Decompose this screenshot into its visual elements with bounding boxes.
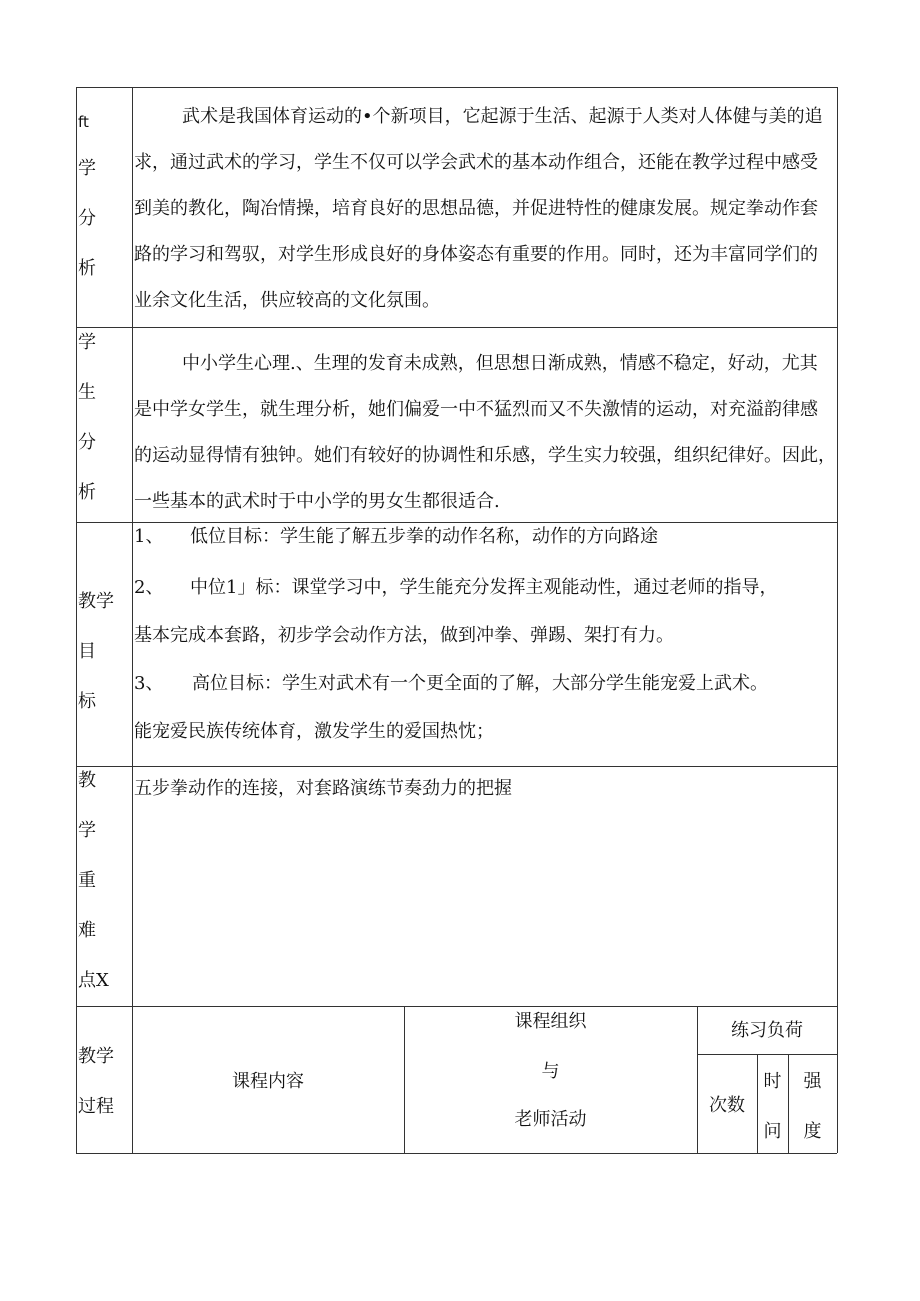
analysis-line-3: 到美的教化，陶冶情操，培育良好的思想品德，并促进特性的健康发展。规定拳动作套 [134, 198, 818, 219]
keypoints-text: 五步拳动作的连接，对套路演练节奏劲力的把握 [134, 778, 512, 799]
students-line-1: 中小学生心理.、生理的发育未成熟，但思想日渐成熟，情感不稳定，好动，尤其 [182, 353, 818, 374]
table-bottom-border [76, 1153, 837, 1154]
analysis-line-5: 业余文化生活，供应较高的文化氛围。 [134, 290, 440, 311]
keypoints-label-3: 重 [78, 870, 96, 891]
students-label-4: 析 [78, 482, 96, 503]
row-divider-students [76, 522, 837, 523]
label-column-divider [132, 87, 133, 1153]
process-label-1: 教学 [78, 1046, 114, 1067]
analysis-line-2: 求，通过武术的学习，学生不仅可以学会武术的基本动作组合，还能在教学过程中感受 [134, 152, 818, 173]
load-subheader-divider [697, 1054, 837, 1055]
goal-1-text: 低位目标：学生能了解五步拳的动作名称，动作的方向路途 [190, 526, 658, 547]
goals-label-2: 目 [78, 641, 96, 662]
students-label-3: 分 [78, 432, 96, 453]
analysis-line-1: 武术是我国体育运动的•个新项目，它起源于生活、起源于人类对人体健与美的追 [182, 106, 823, 127]
students-line-2: 是中学女学生，就生理分析，她们偏爱一中不猛烈而又不失激情的运动，对充溢韵律感 [134, 399, 818, 420]
goal-3-continuation: 能宠爱民族传统体育，激发学生的爱国热忱； [134, 721, 494, 742]
count-header: 次数 [709, 1095, 745, 1116]
table-left-border [76, 87, 77, 1153]
intensity-header-1: 强 [803, 1071, 822, 1092]
analysis-paragraph [134, 99, 836, 319]
students-label-1: 学 [78, 332, 96, 353]
intensity-header-2: 度 [803, 1121, 822, 1142]
goal-1-number: 1、 [134, 526, 164, 547]
time-header-1: 时 [763, 1071, 782, 1092]
goals-label-1: 教学 [78, 591, 114, 612]
org-header-line-2: 与 [541, 1061, 560, 1082]
goal-3-number: 3、 [134, 673, 164, 694]
process-label-2: 过程 [78, 1096, 114, 1117]
goals-label-3: 标 [78, 691, 96, 712]
content-header: 课程内容 [232, 1071, 304, 1092]
org-header-line-1: 课程组织 [514, 1011, 587, 1032]
goal-3-text: 高位目标：学生对武术有一个更全面的了解，大部分学生能宠爱上武术。 [192, 673, 768, 694]
goal-2-continuation: 基本完成本套路，初步学会动作方法，做到冲拳、弹踢、架打有力。 [134, 625, 674, 646]
goal-2-text: 中位1」标：课堂学习中，学生能充分发挥主观能动性，通过老师的指导， [190, 577, 778, 598]
students-line-3: 的运动显得情有独钟。她们有较好的协调性和乐感，学生实力较强，组织纪律好。因此， [134, 445, 836, 466]
time-header-2: 问 [763, 1121, 782, 1142]
table-top-border [76, 87, 837, 88]
analysis-label-4: 析 [78, 258, 96, 279]
table-right-border [837, 87, 838, 1153]
analysis-label-3: 分 [78, 208, 96, 229]
keypoints-label-2: 学 [78, 820, 96, 841]
students-paragraph [134, 346, 836, 520]
goal-2-number: 2、 [134, 577, 164, 598]
org-header-line-3: 老师活动 [514, 1109, 587, 1130]
row-divider-goals [76, 766, 837, 767]
keypoints-label-5: 点X [78, 970, 109, 991]
keypoints-label-4: 难 [78, 920, 96, 941]
analysis-label-1: ft [78, 113, 89, 131]
keypoints-label-1: 教 [78, 770, 96, 791]
students-label-2: 生 [78, 382, 96, 403]
row-divider-analysis [76, 327, 837, 328]
row-divider-keypoints [76, 1006, 837, 1007]
analysis-line-4: 路的学习和驾驭，对学生形成良好的身体姿态有重要的作用。同时，还为丰富同学们的 [134, 244, 818, 265]
students-line-4: 一些基本的武术时于中小学的男女生都很适合. [134, 491, 500, 512]
load-header: 练习负荷 [731, 1020, 803, 1041]
analysis-label-2: 学 [78, 158, 96, 179]
